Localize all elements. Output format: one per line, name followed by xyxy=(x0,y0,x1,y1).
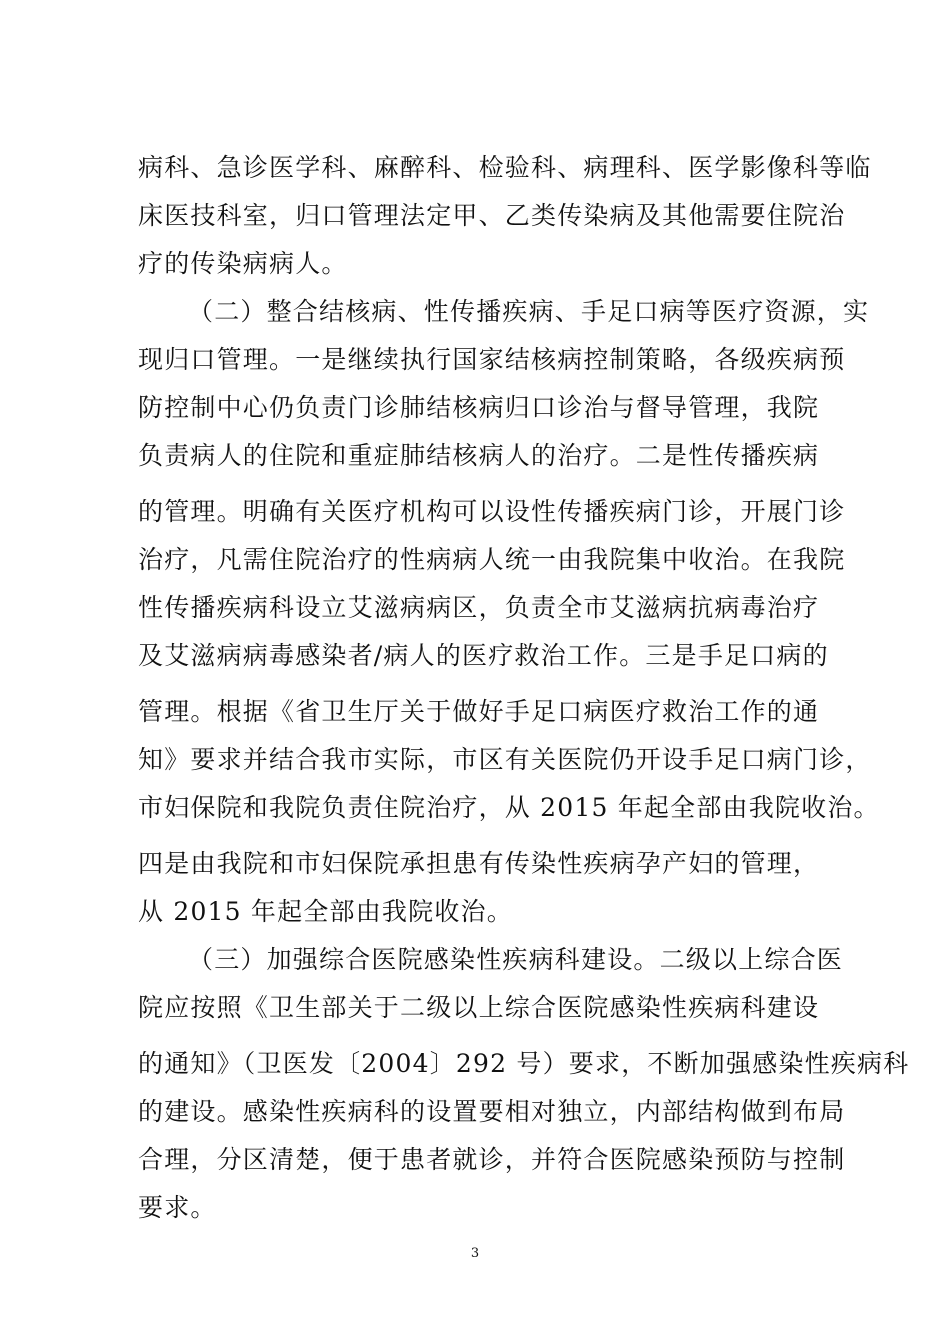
text-line: 现归口管理。一是继续执行国家结核病控制策略，各级疾病预 xyxy=(138,345,846,374)
section-heading-line: （三）加强综合医院感染性疾病科建设。二级以上综合医 xyxy=(188,945,844,974)
text-line: 市妇保院和我院负责住院治疗，从 2015 年起全部由我院收治。 xyxy=(138,793,880,822)
text-line: 及艾滋病病毒感染者/病人的医疗救治工作。三是手足口病的 xyxy=(138,641,829,670)
text-line: 的建设。感染性疾病科的设置要相对独立，内部结构做到布局 xyxy=(138,1097,846,1126)
text-line: 疗的传染病病人。 xyxy=(138,249,348,278)
text-line: 的管理。明确有关医疗机构可以设性传播疾病门诊，开展门诊 xyxy=(138,497,846,526)
text-line: 性传播疾病科设立艾滋病病区，负责全市艾滋病抗病毒治疗 xyxy=(138,593,820,622)
text-line: 防控制中心仍负责门诊肺结核病归口诊治与督导管理，我院 xyxy=(138,393,820,422)
text-line: 病科、急诊医学科、麻醉科、检验科、病理科、医学影像科等临 xyxy=(138,153,872,182)
text-line: 床医技科室，归口管理法定甲、乙类传染病及其他需要住院治 xyxy=(138,201,846,230)
text-line: 要求。 xyxy=(138,1193,217,1222)
text-line: 的通知》（卫医发〔2004〕292 号）要求，不断加强感染性疾病科 xyxy=(138,1049,910,1078)
text-line: 院应按照《卫生部关于二级以上综合医院感染性疾病科建设 xyxy=(138,993,820,1022)
text-line: 知》要求并结合我市实际，市区有关医院仍开设手足口病门诊， xyxy=(138,745,872,774)
section-heading-line: （二）整合结核病、性传播疾病、手足口病等医疗资源，实 xyxy=(188,297,870,326)
text-line: 负责病人的住院和重症肺结核病人的治疗。二是性传播疾病 xyxy=(138,441,820,470)
page-number: 3 xyxy=(470,1246,480,1261)
text-line: 四是由我院和市妇保院承担患有传染性疾病孕产妇的管理， xyxy=(138,849,820,878)
text-line: 治疗，凡需住院治疗的性病病人统一由我院集中收治。在我院 xyxy=(138,545,846,574)
text-line: 合理，分区清楚，便于患者就诊，并符合医院感染预防与控制 xyxy=(138,1145,846,1174)
text-line: 从 2015 年起全部由我院收治。 xyxy=(138,897,513,926)
text-line: 管理。根据《省卫生厅关于做好手足口病医疗救治工作的通 xyxy=(138,697,820,726)
